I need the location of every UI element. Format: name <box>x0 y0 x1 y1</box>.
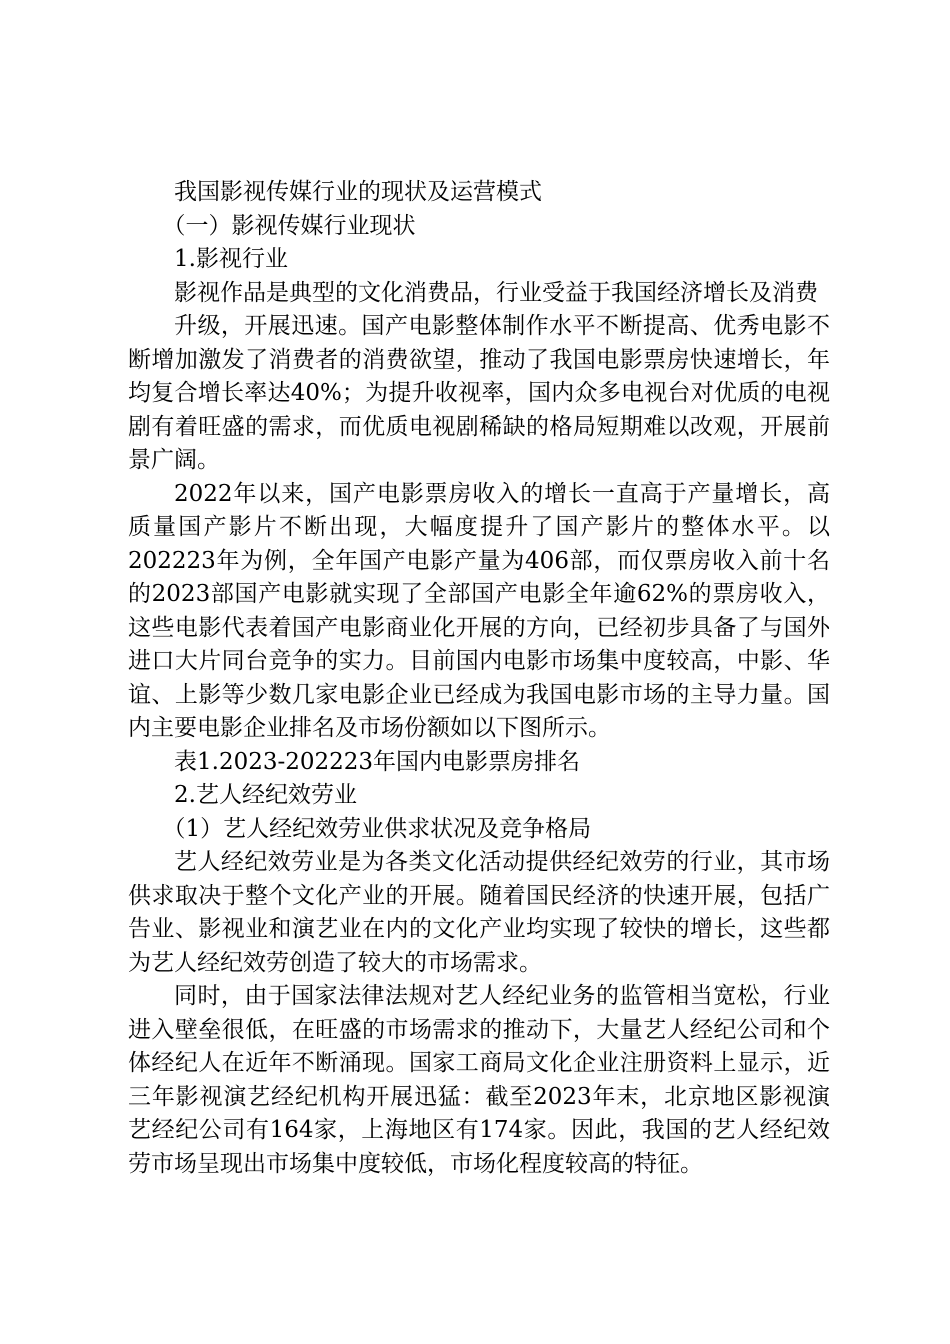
subsection-heading-agency: 2.艺人经纪效劳业 <box>174 782 357 808</box>
document-title: 我国影视传媒行业的现状及运营模式 <box>174 179 542 205</box>
section-heading-1: （一）影视传媒行业现状 <box>162 212 416 239</box>
paragraph-5: 同时，由于国家法律法规对艺人经纪业务的监管相当宽松，行业进入壁垒很低，在旺盛的市场需求的推动下，大量艺人经纪公司和个体经纪人在近年不断涌现。国家工商局文化企业注册资料上显示，近三年影视演艺经纪机构开展迅猛：截至2023年末，北京地区影视演艺经纪公司有164家，上海地区有174家。因此，我国的艺人经纪效劳市场呈现出市场集中度较低，市场化程度较高的特征。 <box>128 983 830 1177</box>
paragraph-2: 升级，开展迅速。国产电影整体制作水平不断提高、优秀电影不断增加激发了消费者的消费欲望，推动了我国电影票房快速增长，年均复合增长率达40%；为提升收视率，国内众多电视台对优质的电视剧有着旺盛的需求，而优质电视剧稀缺的格局短期难以改观，开展前景广阔。 <box>128 313 830 473</box>
paragraph-1: 影视作品是典型的文化消费品，行业受益于我国经济增长及消费 <box>174 279 818 306</box>
subsection-heading-supply-demand: （1）艺人经纪效劳业供求状况及竞争格局 <box>162 815 592 842</box>
paragraph-3: 2022年以来，国产电影票房收入的增长一直高于产量增长，高质量国产影片不断出现，大幅度提升了国产影片的整体水平。以202223年为例，全年国产电影产量为406部，而仅票房收入前十名的2023部国产电影就实现了全部国产电影全年逾62%的票房收入，这些电影代表着国产电影商业化开展的方向，已经初步具备了与国外进口大片同台竞争的实力。目前国内电影市场集中度较高，中影、华谊、上影等少数几家电影企业已经成为我国电影市场的主导力量。国内主要电影企业排名及市场份额如以下图所示。 <box>128 480 830 741</box>
document-body <box>128 176 830 1181</box>
table-caption: 表1.2023-202223年国内电影票房排名 <box>174 748 581 775</box>
paragraph-4: 艺人经纪效劳业是为各类文化活动提供经纪效劳的行业，其市场供求取决于整个文化产业的开展。随着国民经济的快速开展，包括广告业、影视业和演艺业在内的文化产业均实现了较快的增长，这些都为艺人经纪效劳创造了较大的市场需求。 <box>128 849 830 976</box>
subsection-heading-film: 1.影视行业 <box>174 246 288 272</box>
